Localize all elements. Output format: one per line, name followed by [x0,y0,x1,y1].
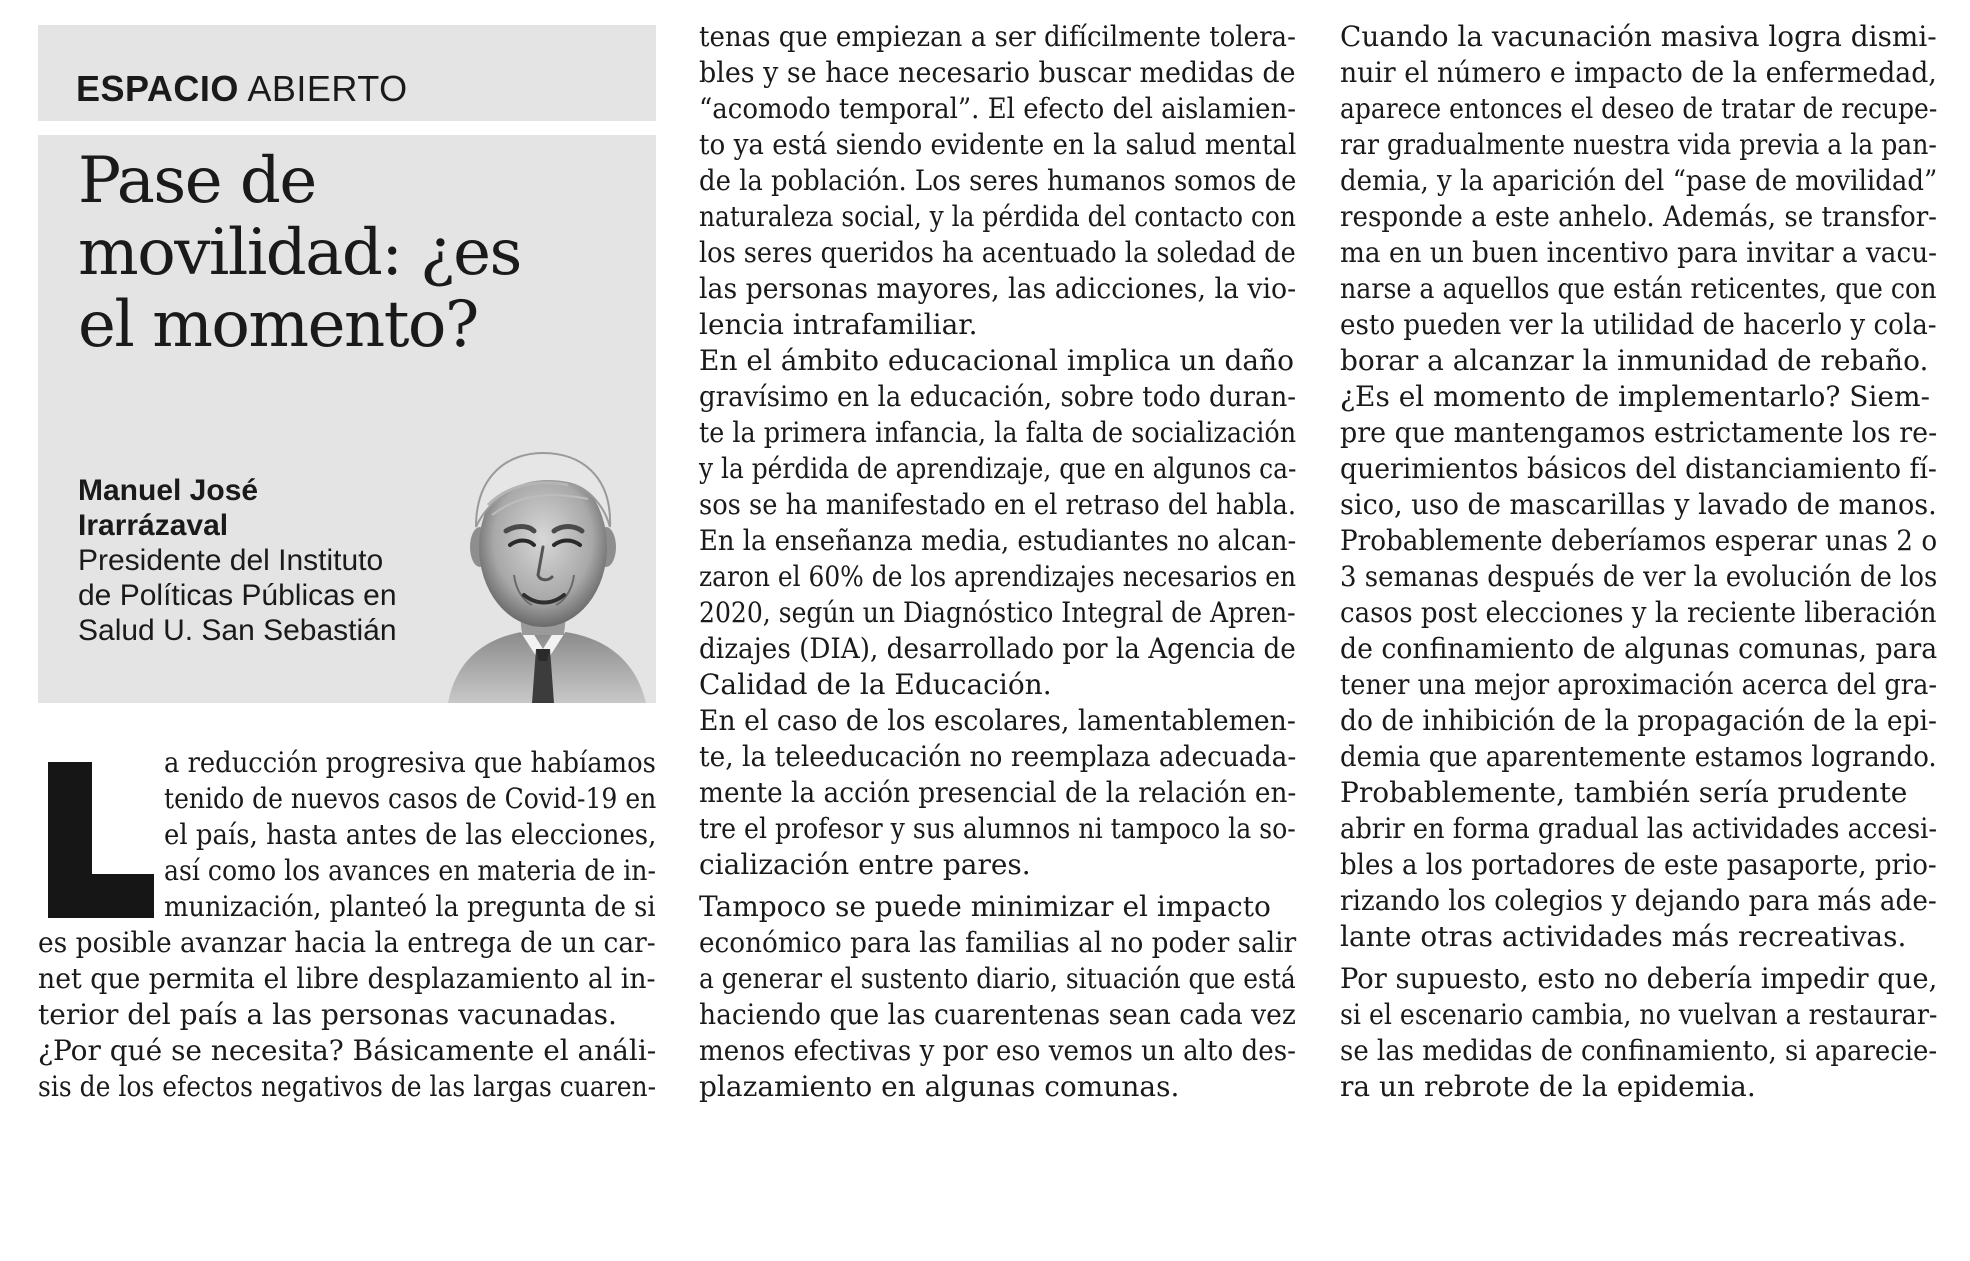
body-line: sis de los efectos negativos de las largas cuaren- [38,1070,657,1103]
body-line: bles y se hace necesario buscar medidas de [699,56,1296,89]
title-box [38,135,656,703]
body-line: lante otras actividades más recreativas. [1340,920,1907,953]
body-line: de confinamiento de algunas comunas, para [1340,632,1938,665]
author-portrait [428,435,658,703]
body-line: responde a este anhelo. Además, se transfor- [1340,200,1938,233]
body-line: 3 semanas después de ver la evolución de los [1340,560,1938,593]
body-line: a reducción progresiva que habíamos [164,746,656,779]
body-line: rizando los colegios y dejando para más ade- [1340,884,1937,917]
author-role-line: Salud U. San Sebastián [78,614,397,647]
body-line: aparece entonces el deseo de tratar de recupe- [1340,92,1938,125]
body-line: pre que mantengamos estrictamente los re- [1340,416,1938,449]
author-role-line: de Políticas Públicas en [78,579,397,612]
body-line: abrir en forma gradual las actividades accesi- [1340,812,1938,845]
body-line: las personas mayores, las adicciones, la vio- [699,272,1297,305]
body-line: tenido de nuevos casos de Covid-19 en [164,782,657,815]
body-line: es posible avanzar hacia la entrega de un car- [38,926,656,959]
drop-cap [48,762,154,918]
body-line: cialización entre pares. [699,848,1031,881]
body-line: plazamiento en algunas comunas. [699,1070,1180,1103]
body-line: sos se ha manifestado en el retraso del habla. [699,488,1297,521]
body-line: así como los avances en materia de in- [164,854,656,887]
body-line: lencia intrafamiliar. [699,308,978,341]
body-line: Probablemente, también sería prudente [1340,776,1908,809]
headline-line: el momento? [78,288,478,362]
body-line: zaron el 60% de los aprendizajes necesarios en [699,560,1297,593]
body-line: demia, y la aparición del “pase de movilidad” [1340,164,1938,197]
body-line: En la enseñanza media, estudiantes no alcan- [699,524,1297,557]
body-line: los seres queridos ha acentuado la soledad de [699,236,1296,269]
body-line: 2020, según un Diagnóstico Integral de Apren- [699,596,1296,629]
author-role-line: Presidente del Instituto [78,544,384,577]
body-line: rar gradualmente nuestra vida previa a la pan- [1340,128,1937,161]
body-line: si el escenario cambia, no vuelvan a restaurar- [1340,998,1938,1031]
body-line: En el ámbito educacional implica un daño [699,344,1294,377]
body-line: bles a los portadores de este pasaporte, prio- [1340,848,1937,881]
body-line: tenas que empiezan a ser difícilmente tolera- [699,20,1296,53]
body-line: net que permita el libre desplazamiento al in- [38,962,656,995]
body-line: Cuando la vacunación masiva logra dismi- [1340,20,1937,53]
body-line: borar a alcanzar la inmunidad de rebaño. [1340,344,1929,377]
body-line: te, la teleeducación no reemplaza adecuada- [699,740,1297,773]
body-line: sico, uso de mascarillas y lavado de manos. [1340,488,1937,521]
body-line: nuir el número e impacto de la enfermedad, [1340,56,1937,89]
body-line: ra un rebrote de la epidemia. [1340,1070,1756,1103]
body-line: naturaleza social, y la pérdida del contacto con [699,200,1296,233]
body-line: ma en un buen incentivo para invitar a vacu- [1340,236,1938,269]
author-name-line: Manuel José [78,474,259,507]
author-role [78,543,397,648]
body-line: esto pueden ver la utilidad de hacerlo y cola- [1340,308,1937,341]
body-line: gravísimo en la educación, sobre todo duran- [699,380,1297,413]
body-line: mente la acción presencial de la relación en- [699,776,1297,809]
section-label-bold: ESPACIO [76,68,239,109]
body-line: económico para las familias al no poder salir [699,926,1297,959]
body-line: Calidad de la Educación. [699,668,1052,701]
section-label [76,68,408,110]
body-line: querimientos básicos del distanciamiento fí- [1340,452,1937,485]
author-name [78,473,258,543]
body-line: Tampoco se puede minimizar el impacto [699,890,1271,923]
body-line: de la población. Los seres humanos somos de [699,164,1297,197]
body-line: tre el profesor y sus alumnos ni tampoco la so- [699,812,1296,845]
body-line: y la pérdida de aprendizaje, que en algunos ca- [699,452,1297,485]
body-line: En el caso de los escolares, lamentablemen- [699,704,1296,737]
body-line: munización, planteó la pregunta de si [164,890,656,923]
body-line: ¿Por qué se necesita? Básicamente el análi- [38,1034,657,1067]
body-line: tener una mejor aproximación acerca del gra- [1340,668,1938,701]
body-line: demia que aparentemente estamos logrando. [1340,740,1937,773]
body-line: narse a aquellos que están reticentes, que con [1340,272,1937,305]
section-label-light: ABIERTO [247,68,408,109]
body-line: terior del país a las personas vacunadas. [38,998,617,1031]
drop-cap-letter [48,762,154,918]
body-line: se las medidas de confinamiento, si aparecie- [1340,1034,1938,1067]
body-line: dizajes (DIA), desarrollado por la Agencia de [699,632,1296,665]
body-line: a generar el sustento diario, situación que está [699,962,1296,995]
body-line: te la primera infancia, la falta de socialización [699,416,1297,449]
headline [78,145,618,361]
body-line: el país, hasta antes de las elecciones, [164,818,657,851]
body-line: do de inhibición de la propagación de la epi- [1340,704,1937,737]
body-line: “acomodo temporal”. El efecto del aislamien- [699,92,1297,125]
body-line: casos post elecciones y la reciente liberación [1340,596,1937,629]
body-line: menos efectivas y por eso vemos un alto des- [699,1034,1296,1067]
author-name-line: Irarrázaval [78,509,229,542]
body-line: haciendo que las cuarentenas sean cada vez [699,998,1296,1031]
body-line: Probablemente deberíamos esperar unas 2 o [1340,524,1938,557]
headline-line: movilidad: ¿es [78,216,521,290]
body-line: to ya está siendo evidente en la salud mental [699,128,1297,161]
headline-line: Pase de [78,144,316,218]
body-line: Por supuesto, esto no debería impedir que, [1340,962,1938,995]
body-line: ¿Es el momento de implementarlo? Siem- [1340,380,1930,413]
